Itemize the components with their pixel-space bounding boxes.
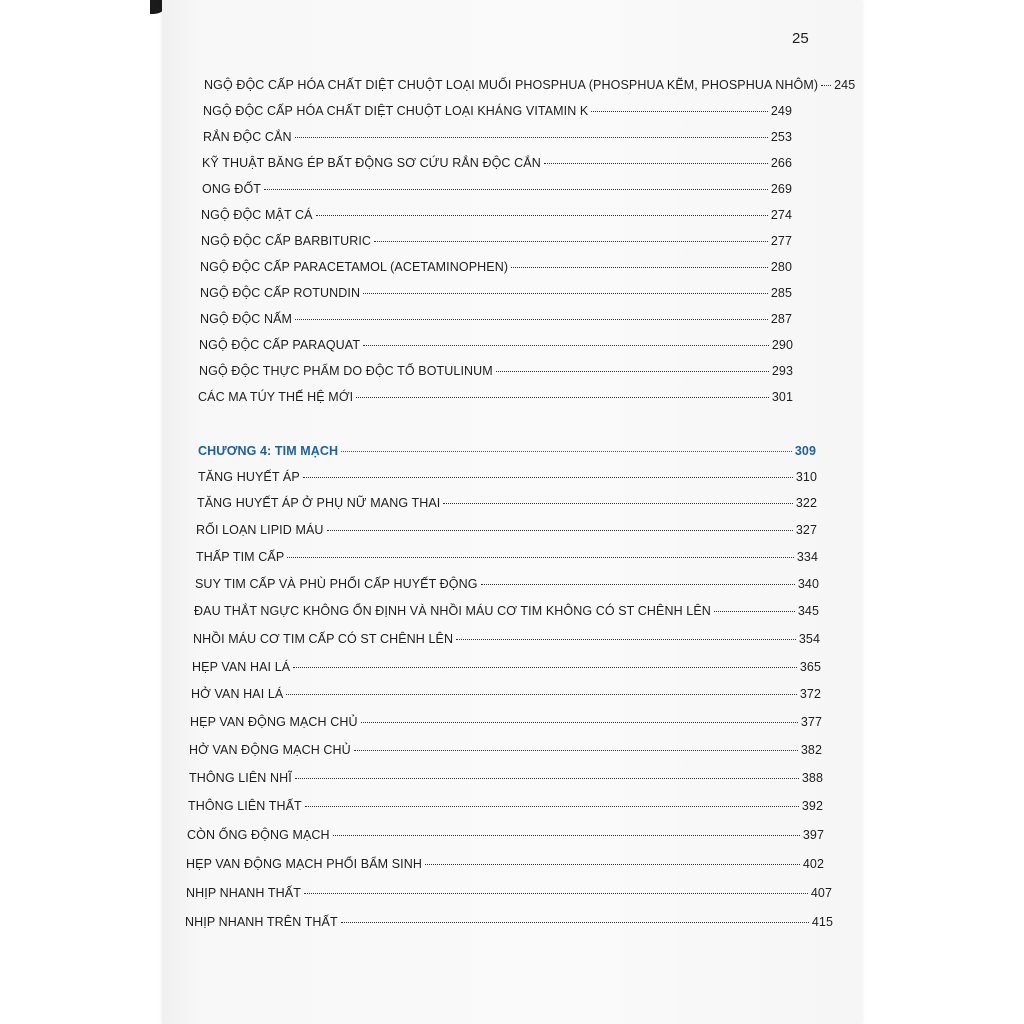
toc-entry-page: 245 [834, 78, 856, 92]
toc-entry-page: 334 [796, 550, 818, 564]
dot-leader [363, 345, 769, 346]
toc-entry[interactable] [196, 550, 818, 570]
toc-entry-title: SUY TIM CẤP VÀ PHÙ PHỔI CẤP HUYẾT ĐỘNG [195, 577, 478, 591]
dot-leader [264, 189, 768, 190]
toc-entry-page: 287 [770, 312, 792, 326]
toc-entry-page: 407 [810, 886, 832, 900]
toc-entry-title: NGỘ ĐỘC MẬT CÁ [201, 208, 313, 222]
toc-entry-title: NHỒI MÁU CƠ TIM CẤP CÓ ST CHÊNH LÊN [193, 632, 454, 646]
toc-entry[interactable] [189, 743, 822, 763]
toc-entry-title: THẤP TIM CẤP [196, 550, 285, 564]
toc-entry-page: 269 [770, 182, 792, 196]
dot-leader [374, 241, 768, 242]
dot-leader [591, 111, 767, 112]
toc-entry[interactable] [187, 828, 824, 848]
dot-leader [333, 835, 800, 836]
dot-leader [544, 163, 768, 164]
toc-entry-title: KỸ THUẬT BĂNG ÉP BẤT ĐỘNG SƠ CỨU RẮN ĐỘC CẮN [202, 156, 541, 170]
toc-entry-title: ĐAU THẮT NGỰC KHÔNG ỔN ĐỊNH VÀ NHỒI MÁU CƠ TIM KHÔNG CÓ ST CHÊNH LÊN [194, 604, 711, 618]
toc-entry-page: 415 [811, 915, 833, 929]
toc-entry[interactable] [186, 886, 832, 906]
toc-entry-page: 397 [802, 828, 824, 842]
toc-entry[interactable] [192, 660, 821, 680]
toc-entry[interactable] [201, 234, 792, 254]
dot-leader [303, 477, 793, 478]
dot-leader [496, 371, 769, 372]
dot-leader [821, 85, 831, 86]
toc-entry[interactable] [196, 523, 817, 543]
dot-leader [341, 922, 809, 923]
toc-entry[interactable] [188, 799, 823, 819]
toc-entry[interactable] [191, 687, 821, 707]
dot-leader [286, 694, 796, 695]
toc-entry-title: THÔNG LIÊN NHĨ [189, 771, 292, 785]
toc-entry-page: 249 [770, 104, 792, 118]
toc-entry-title: HẸP VAN ĐỘNG MẠCH PHỔI BẨM SINH [186, 857, 423, 871]
toc-entry[interactable] [199, 364, 793, 384]
toc-entry-title: NGỘ ĐỘC CẤP PARAQUAT [199, 338, 361, 352]
dot-leader [293, 667, 797, 668]
toc-entry[interactable] [202, 182, 792, 202]
toc-entry-page: 365 [799, 660, 821, 674]
dot-leader [511, 267, 768, 268]
toc-entry-title: CÒN ỐNG ĐỘNG MẠCH [187, 828, 330, 842]
toc-entry-page: 402 [802, 857, 824, 871]
toc-entry[interactable] [204, 78, 856, 98]
toc-entry-page: 345 [797, 604, 819, 618]
toc-entry[interactable] [190, 715, 822, 735]
toc-entry-page: 266 [770, 156, 792, 170]
toc-entry-page: 285 [770, 286, 792, 300]
chapter-title: CHƯƠNG 4: TIM MẠCH [198, 444, 339, 458]
toc-entry[interactable] [203, 104, 792, 124]
toc-entry-title: NGỘ ĐỘC CẤP HÓA CHẤT DIỆT CHUỘT LOẠI MUỐI PHOSPHUA (PHOSPHUA KẼM, PHOSPHUA NHÔM) [204, 78, 819, 92]
toc-entry[interactable] [199, 338, 793, 358]
toc-entry[interactable] [201, 208, 792, 228]
toc-entry-title: RẮN ĐỘC CẮN [203, 130, 292, 144]
toc-entry[interactable] [195, 577, 819, 597]
dot-leader [714, 611, 795, 612]
dot-leader [425, 864, 800, 865]
dot-leader [287, 557, 794, 558]
toc-entry[interactable] [200, 312, 792, 332]
toc-entry-page: 277 [770, 234, 792, 248]
dot-leader [295, 137, 768, 138]
toc-entry-title: NGỘ ĐỘC THỰC PHẨM DO ĐỘC TỐ BOTULINUM [199, 364, 493, 378]
dot-leader [456, 639, 796, 640]
toc-entry[interactable] [200, 260, 792, 280]
toc-entry-title: TĂNG HUYẾT ÁP [198, 470, 300, 484]
dot-leader [481, 584, 795, 585]
dot-leader [295, 319, 768, 320]
toc-entry[interactable] [198, 470, 817, 490]
toc-entry-title: NGỘ ĐỘC CẤP HÓA CHẤT DIỆT CHUỘT LOẠI KHÁNG VITAMIN K [203, 104, 589, 118]
toc-entry-title: NGỘ ĐỘC CẤP PARACETAMOL (ACETAMINOPHEN) [200, 260, 509, 274]
dot-leader [305, 806, 799, 807]
toc-entry[interactable] [197, 496, 817, 516]
toc-entry-title: NGỘ ĐỘC NẤM [200, 312, 293, 326]
toc-entry-title: NGỘ ĐỘC CẤP BARBITURIC [201, 234, 372, 248]
chapter-heading[interactable] [198, 444, 816, 464]
dot-leader [341, 451, 792, 452]
toc-entry-title: ONG ĐỐT [202, 182, 262, 196]
toc-entry-title: TĂNG HUYẾT ÁP Ở PHỤ NỮ MANG THAI [197, 496, 441, 510]
toc-entry-page: 322 [795, 496, 817, 510]
toc-entry-title: THÔNG LIÊN THẤT [188, 799, 302, 813]
dot-leader [363, 293, 768, 294]
toc-entry[interactable] [185, 915, 833, 935]
dot-leader [316, 215, 768, 216]
toc-entry-page: 340 [797, 577, 819, 591]
toc-entry[interactable] [200, 286, 792, 306]
dot-leader [356, 397, 769, 398]
dot-leader [295, 778, 799, 779]
dot-leader [354, 750, 798, 751]
toc-entry-page: 293 [771, 364, 793, 378]
dot-leader [327, 530, 793, 531]
toc-entry[interactable] [193, 632, 820, 652]
toc-entry-page: 310 [795, 470, 817, 484]
page-number: 25 [792, 30, 809, 47]
dot-leader [304, 893, 808, 894]
toc-entry-title: NHỊP NHANH THẤT [186, 886, 301, 900]
toc-entry[interactable] [202, 156, 792, 176]
toc-entry-title: NGỘ ĐỘC CẤP ROTUNDIN [200, 286, 361, 300]
toc-entry[interactable] [186, 857, 824, 877]
toc-entry-title: RỐI LOẠN LIPID MÁU [196, 523, 324, 537]
chapter-page: 309 [794, 444, 816, 458]
toc-entry-page: 290 [771, 338, 793, 352]
toc-entry-page: 382 [800, 743, 822, 757]
toc-entry-page: 354 [798, 632, 820, 646]
toc-entry-page: 392 [801, 799, 823, 813]
toc-entry-title: HỞ VAN ĐỘNG MẠCH CHỦ [189, 743, 351, 757]
toc-entry-title: NHỊP NHANH TRÊN THẤT [185, 915, 338, 929]
dot-leader [443, 503, 792, 504]
toc-entry[interactable] [203, 130, 792, 150]
toc-entry-title: HỞ VAN HAI LÁ [191, 687, 284, 701]
toc-entry-page: 372 [799, 687, 821, 701]
toc-entry[interactable] [198, 390, 793, 410]
toc-entry-page: 301 [771, 390, 793, 404]
dot-leader [361, 722, 798, 723]
toc-entry-page: 253 [770, 130, 792, 144]
toc-entry-title: HẸP VAN HAI LÁ [192, 660, 291, 674]
toc-entry[interactable] [189, 771, 823, 791]
toc-entry-title: CÁC MA TÚY THẾ HỆ MỚI [198, 390, 354, 404]
toc-entry-page: 327 [795, 523, 817, 537]
toc-entry[interactable] [194, 604, 819, 624]
toc-entry-title: HẸP VAN ĐỘNG MẠCH CHỦ [190, 715, 358, 729]
toc-entry-page: 388 [801, 771, 823, 785]
toc-entry-page: 377 [800, 715, 822, 729]
toc-entry-page: 274 [770, 208, 792, 222]
toc-entry-page: 280 [770, 260, 792, 274]
